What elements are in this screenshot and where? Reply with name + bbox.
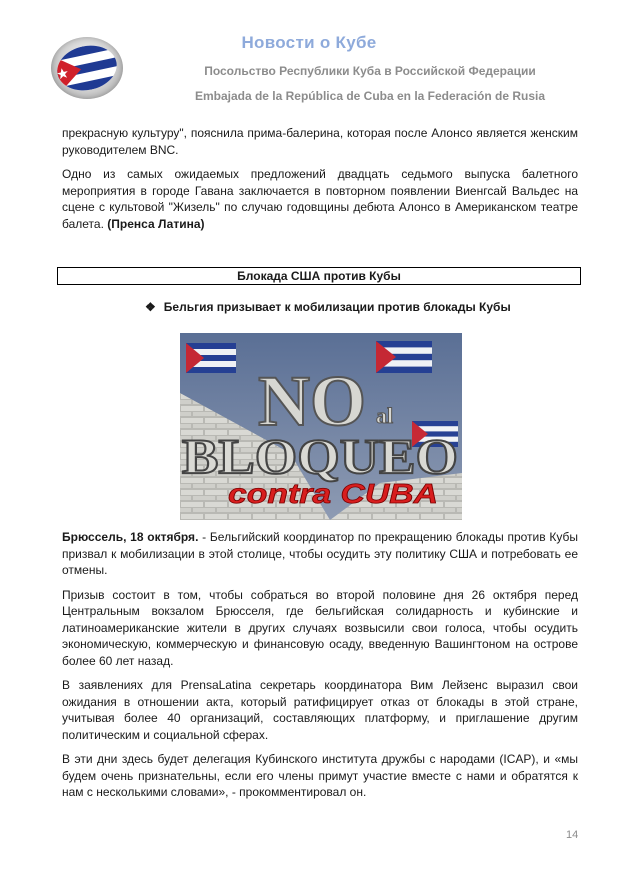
banner-text-al: al [376,403,394,428]
banner-text-bloqueo: BLOQUEO [182,428,458,484]
banner-text-no: NO [258,361,366,441]
banner-text-contra-cuba: contra CUBA [228,478,438,509]
embassy-name-es: Embajada de la República de Cuba en la Federación de Rusia [194,89,546,103]
paragraph: В заявлениях для PrensaLatina секретарь координатора Вим Лейзенс выразил свои ожидания в отношении акта, который ратифицирует отказ от блокады в этой стране, учитывая более 40 организаций, составляющих платформу, и приглашение другим политическим и социальной сферах. [62,678,578,742]
bullet-diamond-icon: ❖ [145,300,156,314]
section-title: Блокада США против Кубы [57,267,581,285]
paragraph: В эти дни здесь будет делегация Кубинского института дружбы с народами (ICAP), и «мы будем очень признательны, если его члены примут участие вместе с нами и обратятся к нам с несколькими словами», - прокомментировал он. [62,752,578,799]
dateline: Брюссель, 18 октября. [62,530,199,544]
paragraph: Призыв состоит в том, чтобы собраться во второй половине дня 26 октября перед Центральным вокзалом Брюсселя, где бельгийская солидарность и кубинские и латиноамериканские жители в других случаях возвысили свои голоса, чтобы осудить экономическую, коммерческую и финансовую осаду, введенную Вашингтоном на острове более 60 лет назад. [62,587,578,668]
newsletter-title: Новости о Кубе [241,33,377,52]
continued-article [62,125,578,232]
paragraph [62,529,578,579]
paragraph: прекрасную культуру", пояснила прима-балерина, которая после Алонсо является женским руководителем BNC. [62,126,578,157]
source-credit: (Пренса Латина) [107,216,205,231]
paragraph [62,166,578,232]
article-body [62,529,578,801]
paragraph-text: - Бельгийский координатор по прекращению блокады против Кубы призвал к мобилизации в этой столице, чтобы осудить эту политику США и потребовать ее отмены. [62,530,578,577]
page-number: 14 [566,829,579,841]
article-heading [145,300,511,314]
paragraph-text: Одно из самых ожидаемых предложений двадцать седьмого выпуска балетного мероприятия в городе Гавана заключается в повторном появлении Виенгсай Вальдес на сцене с культовой "Жизель" по случаю годовщины дебюта Алонсо в Американском театре балета. [62,167,578,231]
embassy-name-ru: Посольство Республики Куба в Российской Федерации [204,64,536,78]
no-al-bloqueo-banner [180,333,462,520]
article-heading-text: Бельгия призывает к мобилизации против блокады Кубы [163,300,511,314]
